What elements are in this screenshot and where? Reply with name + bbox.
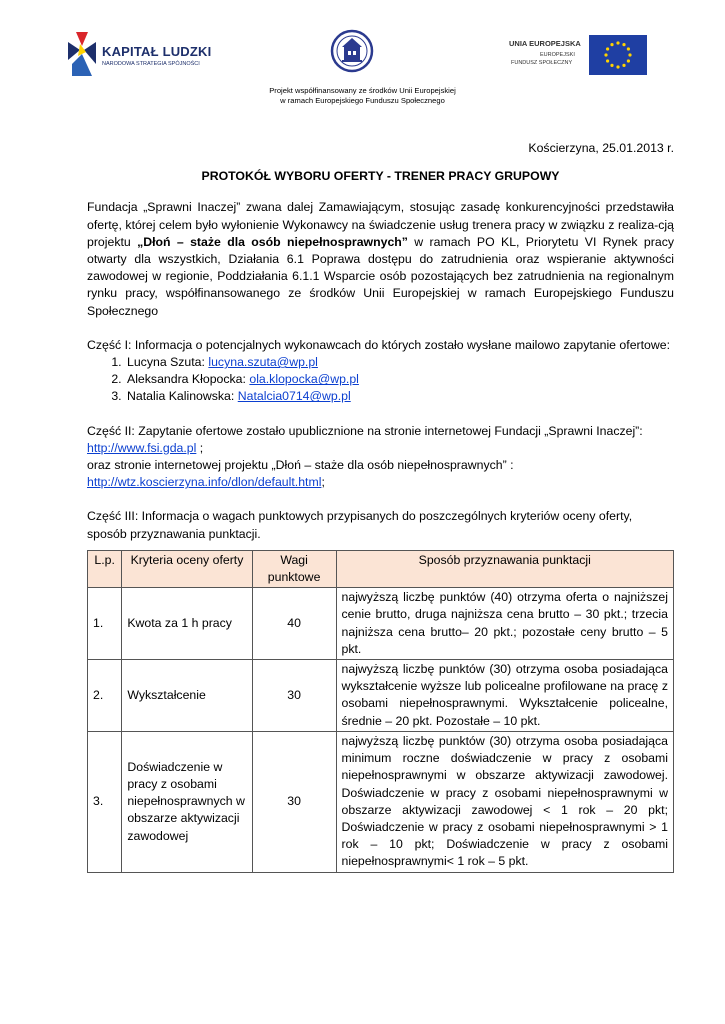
part2-text2: oraz stronie internetowej projektu „Dłoń – staże dla osób niepełnosprawnych” :	[87, 458, 514, 473]
cell-method: najwyższą liczbę punktów (40) otrzyma oferta o najniższej cenie brutto, druga najniższa cena brutto – 30 pkt.; trzecia najniższa cena brutto– 20 pkt.; pozostałe ceny brutto – 5 pkt.	[336, 588, 673, 660]
eu-title: UNIA EUROPEJSKA	[509, 39, 581, 48]
cell-weight: 30	[252, 731, 336, 872]
eu-logo	[494, 33, 650, 75]
criteria-table	[87, 550, 674, 873]
table-row	[88, 588, 674, 660]
part1-heading: Część I: Informacja o potencjalnych wykonawcach do których zostało wysłane mailowo zapytanie ofertowe:	[87, 337, 671, 352]
cell-method: najwyższą liczbę punktów (30) otrzyma osoba posiadająca minimum roczne doświadczenie w pracy z osobami niepełnosprawnymi w obszarze aktywizacji zawodowej. Doświadczenie w pracy z osobami niepełnosprawnymi w obszarze aktywizacji zawodowej < 1 rok – 20 pkt; Doświadczenie w pracy z osobami niepełnosprawnymi > 1 rok – 10 pkt; Doświadczenie w pracy z osobami niepełnosprawnymi< 1 rok – 5 pkt.	[336, 731, 673, 872]
list-item	[125, 354, 674, 371]
document-body	[87, 140, 674, 873]
column-header-lp: L.p.	[88, 550, 122, 587]
document-date: Kościerzyna, 25.01.2013 r.	[528, 141, 674, 155]
cell-weight: 40	[252, 588, 336, 660]
column-header-weight: Wagi punktowe	[252, 550, 336, 587]
table-row	[88, 660, 674, 732]
contractor-name: Lucyna Szuta:	[127, 355, 209, 370]
page-header	[0, 0, 725, 110]
contractor-email-link[interactable]: lucyna.szuta@wp.pl	[208, 355, 318, 370]
contractor-list	[87, 354, 674, 406]
intro-paragraph	[87, 199, 674, 319]
table-header-row	[88, 550, 674, 587]
kapital-ludzki-subtitle: NARODOWA STRATEGIA SPÓJNOŚCI	[102, 61, 200, 67]
contractor-name: Aleksandra Kłopocka:	[127, 372, 250, 387]
cell-lp: 2.	[88, 660, 122, 732]
list-item	[125, 388, 674, 405]
contractor-name: Natalia Kalinowska:	[127, 389, 238, 404]
cell-weight: 30	[252, 660, 336, 732]
intro-text-2: w ramach PO KL, Priorytetu VI Rynek pracy otwarty dla wszystkich, Działania 6.1 Poprawa dostępu do zatrudnienia oraz wspieranie aktywności zawodowej w regionie, Poddziałania 6.1.1 Wsparcie osób pozostających bez zatrudnienia na regionalnym rynku pracy, współfinansowanego ze środków Unii Europejskiej w ramach Europejskiego Funduszu Społecznego	[87, 234, 674, 318]
cell-criterion: Kwota za 1 h pracy	[122, 588, 252, 660]
cell-lp: 1.	[88, 588, 122, 660]
table-row	[88, 731, 674, 872]
link2-suffix: ;	[321, 475, 325, 490]
link1-suffix: ;	[196, 440, 204, 455]
cell-lp: 3.	[88, 731, 122, 872]
eu-flag-icon	[589, 35, 647, 75]
part3-heading: Część III: Informacja o wagach punktowych przypisanych do poszczególnych kryteriów oceny oferty, sposób przyznawania punktacji.	[87, 509, 633, 541]
list-item	[125, 371, 674, 388]
kapital-ludzki-emblem-icon	[66, 30, 98, 78]
foundation-website-link[interactable]: http://www.fsi.gda.pl	[87, 440, 197, 455]
cofinancing-line1: Projekt współfinansowany ze środków Unii Europejskiej	[269, 86, 456, 95]
cell-criterion: Wykształcenie	[122, 660, 252, 732]
eu-fund-line1: EUROPEJSKI	[540, 52, 575, 58]
project-website-link[interactable]: http://wtz.koscierzyna.info/dlon/default.html	[87, 475, 322, 490]
cofinancing-note	[200, 86, 525, 106]
kapital-ludzki-title: KAPITAŁ LUDZKI	[102, 44, 212, 59]
document-title: PROTOKÓŁ WYBORU OFERTY - TRENER PRACY GRUPOWY	[201, 169, 560, 184]
foundation-logo-icon	[330, 29, 374, 73]
column-header-method: Sposób przyznawania punktacji	[336, 550, 673, 587]
cell-criterion: Doświadczenie w pracy z osobami niepełnosprawnych w obszarze aktywizacji zawodowej	[122, 731, 252, 872]
intro-text-1: Fundacja „Sprawni Inaczej” zwana dalej Zamawiającym, stosując zasadę konkurencyjności przedstawiła ofertę, której celem było wyłonienie Wykonawcy na świadczenie usług trenera pracy w związku z realiza-cją projektu	[87, 200, 674, 249]
part2-link2-line	[87, 474, 674, 491]
column-header-criterion: Kryteria oceny oferty	[122, 550, 252, 587]
eu-fund-line2: FUNDUSZ SPOŁECZNY	[511, 60, 573, 66]
cell-method: najwyższą liczbę punktów (30) otrzyma osoba posiadająca wykształcenie wyższe lub policealne profilowane na pracę z osobami niepełnosprawnymi. Wykształcenie policealne, średnie – 20 pkt. Pozostałe – 10 pkt.	[336, 660, 673, 732]
part2-link1-line	[87, 440, 674, 457]
contractor-email-link[interactable]: ola.klopocka@wp.pl	[249, 372, 359, 387]
kapital-ludzki-logo	[66, 30, 212, 80]
intro-project-name: „Dłoń – staże dla osób niepełnosprawnych”	[137, 234, 408, 249]
cofinancing-line2: w ramach Europejskiego Funduszu Społecznego	[280, 96, 445, 105]
contractor-email-link[interactable]: Natalcia0714@wp.pl	[237, 389, 351, 404]
part2-text: Część II: Zapytanie ofertowe zostało upublicznione na stronie internetowej Fundacji „Sprawni Inaczej”:	[87, 423, 643, 438]
